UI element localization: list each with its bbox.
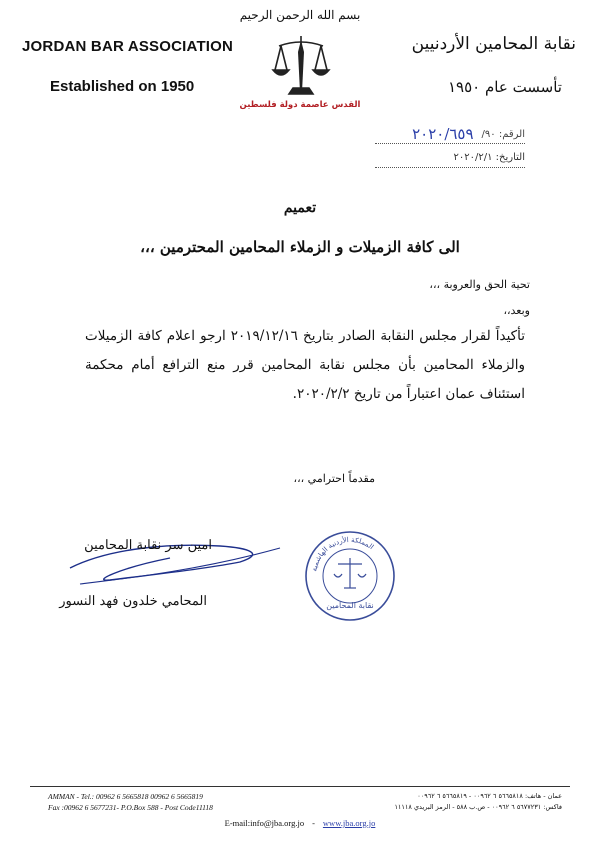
- stamp-bottom-text: نقابة المحامين: [326, 601, 374, 610]
- footer-divider: [30, 786, 570, 787]
- org-name-en: JORDAN BAR ASSOCIATION: [22, 38, 234, 55]
- reference-row: [412, 125, 525, 143]
- footer-fax-en: Fax :00962 6 5677231- P.O.Box 588 - Post Code11118: [48, 803, 213, 812]
- org-name-ar: نقابة المحامين الأردنيين: [411, 34, 576, 54]
- footer-separator: -: [312, 818, 315, 828]
- footer-email[interactable]: E-mail:info@jba.org.jo: [224, 818, 305, 828]
- reference-number: ٢٠٢٠/٦٥٩: [412, 125, 474, 143]
- signatory-name: المحامي خلدون فهد النسور: [59, 594, 207, 609]
- letter-subject: تعميم: [283, 200, 317, 216]
- date-underline: [375, 167, 525, 168]
- motto: القدس عاصمة دولة فلسطين: [239, 100, 361, 110]
- official-stamp-icon: [300, 526, 400, 626]
- signatory-title: امين سر نقابة المحامين: [84, 538, 212, 553]
- letter-body: تأكيداً لقرار مجلس النقابة الصادر بتاريخ ٢٠١٩/١٢/١٦ ارجو اعلام كافة الزميلات والزملاء المحامين بأن مجلس نقابة المحامين قرر منع الترافع أمام محكمة استئناف عمان اعتباراً من تاريخ ٢٠٢٠/٢/٢.: [85, 328, 525, 402]
- established-ar: تأسست عام ١٩٥٠: [447, 78, 562, 96]
- reference-label: الرقم: ٩٠/: [481, 128, 525, 140]
- footer-links: [0, 818, 600, 828]
- reference-underline: [375, 143, 525, 144]
- letter-opener: وبعد،،: [503, 304, 530, 317]
- footer-tel-ar: عمان - هاتف: ٥٦٦٥٨١٨ ٦ ٠٠٩٦٢ - ٥٦٦٥٨١٩ ٦ ٠٠٩٦٢: [417, 792, 562, 800]
- established-en: Established on 1950: [50, 78, 195, 95]
- footer-website-link[interactable]: www.jba.org.jo: [322, 818, 376, 828]
- footer-contact-en: [48, 791, 213, 813]
- footer-tel-en: AMMAN - Tel.: 00962 6 5665818 00962 6 5665819: [48, 792, 203, 801]
- letter-greeting: تحية الحق والعروبة ،،،: [429, 278, 530, 291]
- date-line: التاريخ: ٢٠٢٠/٢/١: [453, 152, 525, 163]
- letter-regards: مقدماً احترامي ،،،: [293, 472, 375, 485]
- footer-contact-ar: [394, 791, 562, 813]
- footer-fax-ar: فاكس: ٥٦٧٧٢٣١ ٦ ٠٠٩٦٢ - ص.ب ٥٨٨ - الرمز البريدي ١١١١٨: [394, 803, 562, 811]
- stamp-ring-text: المملكة الأردنية الهاشمية: [310, 535, 376, 573]
- basmala: بسم الله الرحمن الرحيم: [239, 8, 361, 22]
- letter-addressee: الى كافة الزميلات و الزملاء المحامين المحترمين ،،،: [140, 238, 460, 256]
